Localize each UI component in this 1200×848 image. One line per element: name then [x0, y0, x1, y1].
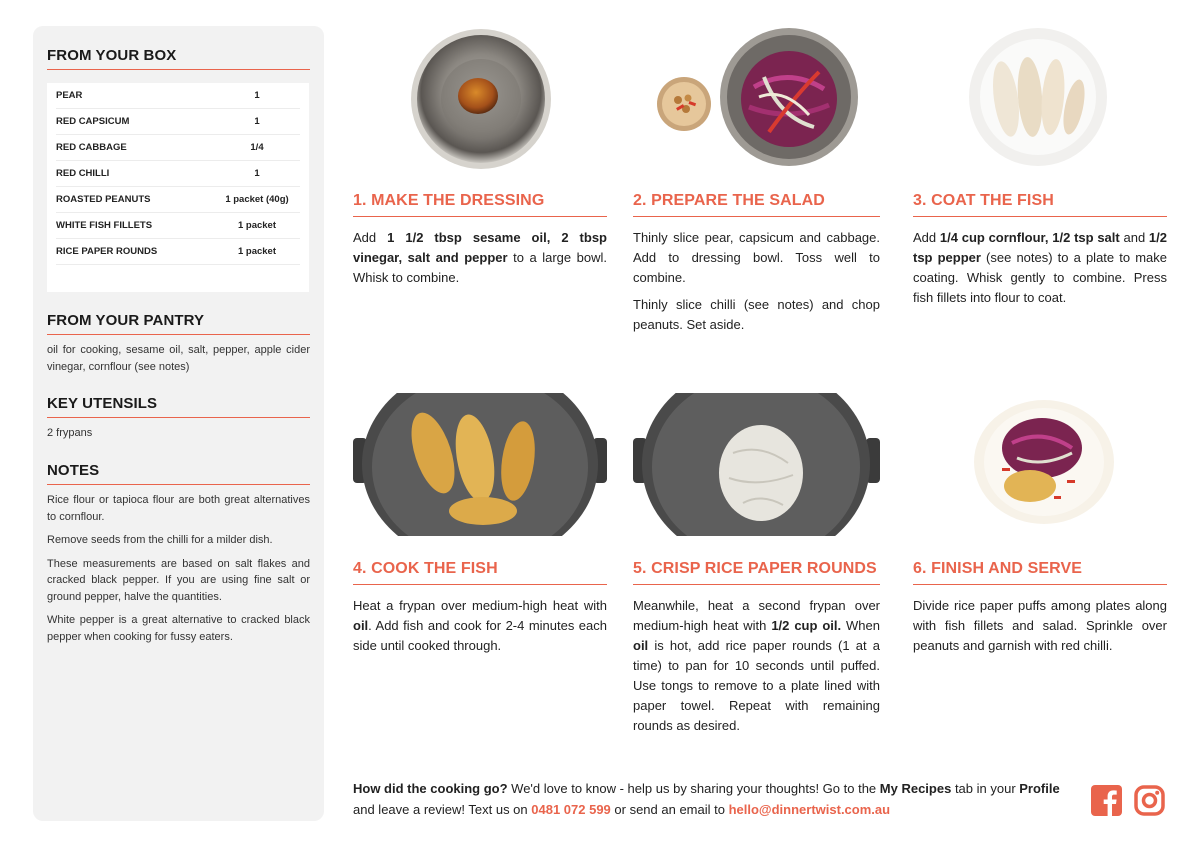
table-row: [56, 187, 300, 213]
ingredient-name: RICE PAPER ROUNDS: [56, 246, 158, 257]
utensils-text: 2 frypans: [47, 427, 93, 439]
note-item: Rice flour or tapioca flour are both great alternatives to cornflour.: [47, 494, 310, 523]
ingredient-name: PEAR: [56, 90, 83, 101]
utensils-heading: KEY UTENSILS: [47, 395, 310, 418]
note-item: Remove seeds from the chilli for a milder dish.: [47, 534, 273, 546]
ingredient-name: RED CABBAGE: [56, 142, 127, 153]
ingredient-name: RED CAPSICUM: [56, 116, 130, 127]
ingredient-qty: 1: [254, 90, 260, 101]
step-3-body: Add 1/4 cup cornflour, 1/2 tsp salt and 1/2 tsp pepper (see notes) to a plate to make coating. Whisk gently to combine. Press fish fillets into flour to coat.: [913, 230, 1167, 305]
ingredient-qty: 1/4: [250, 142, 264, 153]
table-row: [56, 239, 300, 265]
step-2-title: 2. PREPARE THE SALAD: [633, 192, 880, 217]
phone-link[interactable]: 0481 072 599: [531, 802, 611, 817]
step-1-body: Add 1 1/2 tbsp sesame oil, 2 tbsp vinegar, salt and pepper to a large bowl. Whisk to combine.: [353, 230, 608, 285]
ingredient-name: RED CHILLI: [56, 168, 110, 179]
finished-dish-photo: [972, 398, 1116, 526]
crisp-rice-paper-photo: [633, 393, 880, 536]
feedback-footer: How did the cooking go? We'd love to know - help us by sharing your thoughts! Go to the My Recipes tab in your Profile and leave a review! Text us on 0481 072 599 or send an email to hello@dinnertwist.com.au: [353, 781, 1060, 817]
ingredient-qty: 1 packet (40g): [225, 194, 289, 205]
note-item: White pepper is a great alternative to cracked black pepper when cooking for fussy eaters.: [47, 614, 310, 643]
salad-bowl-photo: [719, 27, 859, 167]
box-ingredients-table: [47, 83, 309, 292]
step-5-title: 5. CRISP RICE PAPER ROUNDS: [633, 560, 880, 585]
step-1-title: 1. MAKE THE DRESSING: [353, 192, 607, 217]
frying-fish-photo: [353, 393, 607, 536]
email-link[interactable]: hello@dinnertwist.com.au: [728, 802, 891, 817]
table-row: [56, 213, 300, 239]
instagram-icon[interactable]: [1134, 785, 1165, 816]
dressing-bowl-photo: [410, 28, 552, 170]
step-2-body: Thinly slice pear, capsicum and cabbage. Add to dressing bowl. Toss well to combine. Thinly slice chilli (see notes) and chop peanuts. Set aside.: [633, 230, 880, 332]
step-5-body: Meanwhile, heat a second frypan over medium-high heat with 1/2 cup oil. When oil is hot, add rice paper rounds (1 at a time) to pan for 10 seconds until puffed. Use tongs to remove to a plate lined with paper towel. Repeat with remaining rounds as desired.: [633, 598, 881, 733]
table-row: [56, 135, 300, 161]
sidebar: [33, 26, 324, 821]
step-4-title: 4. COOK THE FISH: [353, 560, 607, 585]
ingredient-qty: 1: [254, 116, 260, 127]
ingredient-name: ROASTED PEANUTS: [56, 194, 151, 205]
pantry-text: oil for cooking, sesame oil, salt, pepper, apple cider vinegar, cornflour (see notes): [47, 344, 310, 373]
table-row: [56, 109, 300, 135]
table-row: [56, 161, 300, 187]
facebook-icon[interactable]: [1091, 785, 1122, 816]
ingredient-qty: 1 packet: [237, 246, 277, 257]
step-6-body: Divide rice paper puffs among plates along with fish fillets and salad. Sprinkle over peanuts and garnish with red chilli.: [913, 598, 1167, 653]
peanut-chilli-bowl-photo: [656, 76, 712, 132]
table-row: [56, 83, 300, 109]
note-item: These measurements are based on salt flakes and cracked black pepper. If you are using fine salt or ground pepper, halve the quantities.: [47, 557, 310, 603]
step-4-body: Heat a frypan over medium-high heat with oil. Add fish and cook for 2-4 minutes each side until cooked through.: [353, 598, 607, 653]
notes-heading: NOTES: [47, 462, 310, 485]
step-6-title: 6. FINISH AND SERVE: [913, 560, 1167, 585]
box-heading: FROM YOUR BOX: [47, 47, 310, 70]
coated-fish-photo: [968, 27, 1108, 167]
ingredient-qty: 1: [254, 168, 260, 179]
ingredient-name: WHITE FISH FILLETS: [56, 220, 153, 231]
step-3-title: 3. COAT THE FISH: [913, 192, 1167, 217]
pantry-heading: FROM YOUR PANTRY: [47, 312, 310, 335]
ingredient-qty: 1 packet: [237, 220, 277, 231]
